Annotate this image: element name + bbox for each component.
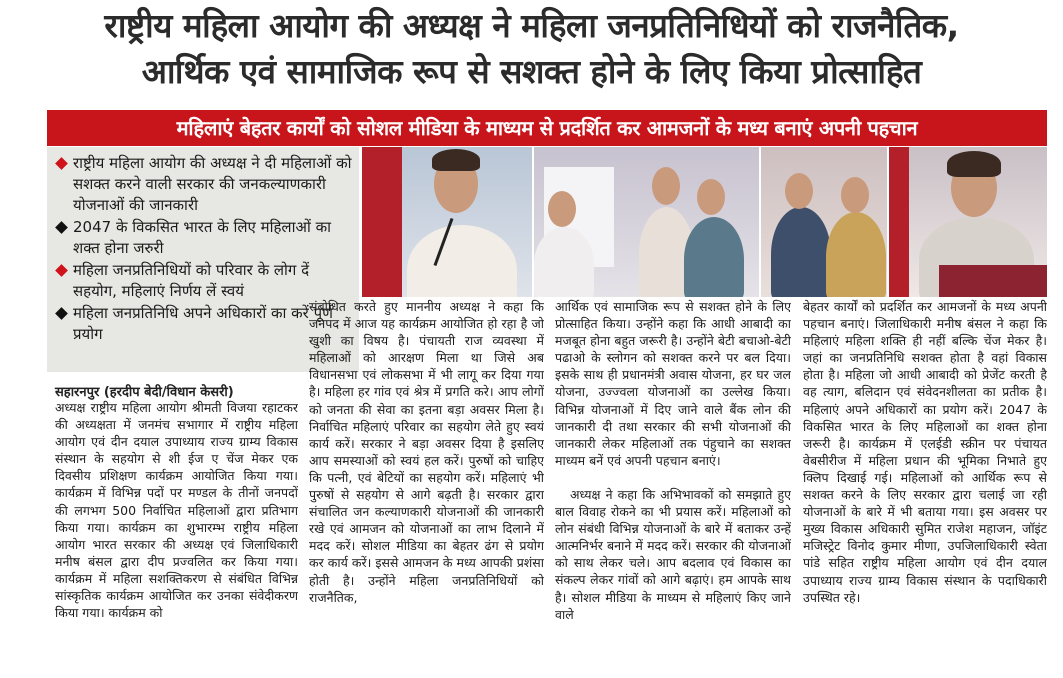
paragraph: आर्थिक एवं सामाजिक रूप से सशक्त होने के लिए प्रोत्साहित किया। उन्होंने कहा कि आधी आबादी का मजबूत होना बहुत जरूरी है। उन्होंने बेटी बचाओ-बेटी पढाओ के स्लोगन को सशक्त करने पर बल दिया। इसके साथ ही प्रधानमंत्री अवास योजना, हर घर जल योजना, उज्ज्वला योजनाओं का उल्लेख किया। विभिन्न योजनाओं में दिए जाने वाले बैंक लोन की जानकारी दी तथा सरकार की सभी योजनाओं की जानकारी लेकर महिलाओं तक पंहुचाने का सशक्त माध्यम बनें एवं अपनी पहचान बनाएं। bbox=[555, 299, 791, 468]
highlight-item bbox=[57, 217, 353, 259]
article-column-3 bbox=[555, 298, 791, 670]
highlight-item bbox=[57, 153, 353, 216]
article-column-2 bbox=[309, 298, 544, 670]
byline: सहारनपुर (हरदीप बेदी/विधान केसरी) bbox=[55, 385, 234, 400]
headline-line-2: आर्थिक एवं सामाजिक रूप से सशक्त होने के लिए किया प्रोत्साहित bbox=[141, 52, 922, 91]
highlight-text: महिला जनप्रतिनिधि अपने अधिकारों का करें पूर्ण प्रयोग bbox=[73, 304, 333, 343]
diamond-bullet-icon bbox=[55, 264, 68, 277]
paragraph: अध्यक्ष ने कहा कि अभिभावकों को समझाते हुए बाल विवाह रोकने का भी प्रयास करें। महिलाओं को लोन संबंधी विभिन्न योजनाओं के बारे में बताकर उन्हें आत्मनिर्भर बनाने में मदद करें। सरकार की योजनाओं को साथ लेकर चले। आप बदलाव एवं विकास का संकल्प लेकर गांवों को आगे बढ़ाएं। हम आपके साथ है। सोशल मीडिया के माध्यम से महिलाएं किए जाने वाले bbox=[555, 486, 791, 622]
photo-stage-group bbox=[534, 147, 759, 297]
diamond-bullet-icon bbox=[55, 157, 68, 170]
article-column-1 bbox=[55, 399, 298, 669]
paragraph: अध्यक्ष राष्ट्रीय महिला आयोग श्रीमती विजया रहाटकर की अध्यक्षता में जनमंच सभागार में राष्ट्रीय महिला आयोग एवं दीन दयाल उपाध्याय राज्य ग्राम्य विकास संस्थान के सहयोग से शी ईज ए चेंज मेकर एक दिवसीय प्रशिक्षण कार्यक्रम आयोजित किया गया। कार्यक्रम में विभिन्न पदों पर मण्डल के तीनों जनपदों की लगभग 500 निर्वाचित महिलाओं द्वारा प्रतिभाग किया गया। कार्यक्रम का शुभारम्भ राष्ट्रीय महिला आयोग भारत सरकार की अध्यक्ष एवं जिलाधिकारी मनीष बंसल द्वारा दीप प्रज्वलित कर किया गया। कार्यक्रम में महिला सशक्तिकरण से संबंधित विभिन्न सांस्कृतिक कार्यक्रम आयोजित कर उनका संवेदीकरण किया गया। कार्यक्रम को bbox=[55, 400, 298, 621]
headline-line-1: राष्ट्रीय महिला आयोग की अध्यक्ष ने महिला जनप्रतिनिधियों को राजनैतिक, bbox=[104, 6, 959, 45]
paragraph: बेहतर कार्यों को प्रदर्शित कर आमजनों के मध्य अपनी पहचान बनाएं। जिलाधिकारी मनीष बंसल ने कहा कि महिलाएं महिला शक्ति ही नहीं बल्कि चेंज मेकर है। जहां का जनप्रतिनिधि सशक्त होता है वहां विकास होता है। महिला जो आधी आबादी को प्रेजेंट करती है वह त्याग, बलिदान एवं संवेदनशीलता का प्रतीक है। महिलाएं अपने अधिकारों का प्रयोग करें। 2047 के विकसित भारत के लिए महिलाओं का शक्त होना जरूरी है। कार्यक्रम में एलईडी स्क्रीन पर पंचायत वेबसीरीज में महिला प्रधान की भूमिका निभाते हुए क्लिप दिखाई गई। महिलाओं को आर्थिक रूप से सशक्त करने के लिए सरकार द्वारा चलाई जा रही योजनाओं के बारे में भी बताया गया। इस अवसर पर मुख्य विकास अधिकारी सुमित राजेश महाजन, जॉइंट मजिस्ट्रेट विनोद कुमार मीणा, उपजिलाधिकारी स्वेता पांडे सहित राष्ट्रीय महिला आयोग एवं दीन दयाल उपाध्याय राज्य ग्राम्य विकास संस्थान के पदाधिकारी उपस्थित रहे। bbox=[803, 299, 1047, 605]
subheadline-banner: महिलाएं बेहतर कार्यों को सोशल मीडिया के माध्यम से प्रदर्शित कर आमजनों के मध्य बनाएं अपनी पहचान bbox=[47, 110, 1047, 146]
highlight-text: 2047 के विकसित भारत के लिए महिलाओं का शक्त होना जरुरी bbox=[73, 218, 331, 257]
diamond-bullet-icon bbox=[55, 221, 68, 234]
photo-lamp-lighting bbox=[761, 147, 887, 297]
paragraph: संबोधित करते हुए माननीय अध्यक्ष ने कहा कि जनपद में आज यह कार्यक्रम आयोजित हो रहा है जो खुशी का विषय है। पंचायती राज व्यवस्था में महिलाओं को आरक्षण मिला था जिसे अब विधानसभा एवं लोकसभा में भी लागू कर दिया गया है। महिला हर गांव एवं श्रेत्र में प्रगति करे। आप लोगों को जनता की सेवा का इतना बड़ा अवसर मिला है। निर्वाचित महिलाएं परिवार का सहयोग लेते हुए स्वयं कार्य करें। सरकार ने बड़ा अवसर दिया है इसलिए आप समस्याओं को स्वयं हल करें। पुरुषों को चाहिए कि पत्नी, एवं बेटियों का सहयोग करें। महिलाएं भी पुरुषों से सहयोग से आगे बढ़ती है। सरकार द्वारा संचालित जन कल्याणकारी योजनाओं की जानकारी रखे एवं आमजन को योजनाओं का लाभ दिलाने में मदद करें। सोशल मीडिया का बेहतर ढंग से प्रयोग कर कार्य करें। इससे आमजन के मध्य आपकी प्रशंसा होती है। उन्होंने महिला जनप्रतिनिधियों को राजनैतिक, bbox=[309, 299, 544, 605]
highlight-item bbox=[57, 260, 353, 302]
photo-speaker-at-podium bbox=[362, 147, 532, 297]
photo-chairperson-speaking bbox=[889, 147, 1047, 297]
highlight-text: राष्ट्रीय महिला आयोग की अध्यक्ष ने दी महिलाओं को सशक्त करने वाली सरकार की जनकल्याणकारी योजनाओं की जानकारी bbox=[73, 154, 352, 214]
photo-strip bbox=[362, 147, 1047, 297]
headline bbox=[0, 2, 1063, 94]
highlight-text: महिला जनप्रतिनिधियों को परिवार के लोग दें सहयोग, महिलाएं निर्णय लें स्वयं bbox=[73, 261, 310, 300]
diamond-bullet-icon bbox=[55, 307, 68, 320]
article-column-4 bbox=[803, 298, 1047, 670]
